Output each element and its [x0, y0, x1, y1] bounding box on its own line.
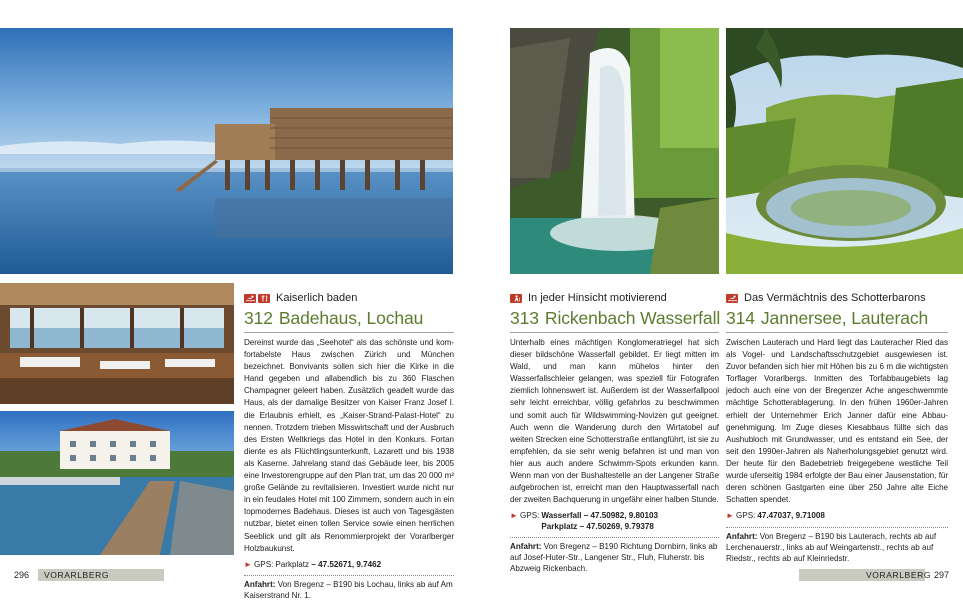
swimmer-icon [244, 294, 256, 303]
gps-label: GPS: [520, 511, 540, 521]
entry-number: 312 [244, 308, 273, 328]
gps-coords [757, 511, 825, 522]
photo-badehaus-pier [0, 411, 234, 555]
photo-badehaus-exterior [0, 28, 453, 274]
entry-body: Unterhalb eines mächtigen Konglomeratriegel hat sich dieser bildschöne Wasserfall gebildet. Er liegt mitten im Wald, und man kann mühelos hinter den Wasserfallschleier gelangen, was speziell für Fotografen ziemlich lohnenswert ist. Außerdem ist der Wasserfallpool sehr leicht erreichbar, völlig gefahrlos zu beschwimmen und somit auch für Wildswimming-Novizen gut geeignet. Auch wenn die Wanderung durch den Wirtatobel auf weiten Strecken eine Schotterstraße entlangführt, ist sie zu empfehlen, da sie sehr wenig befahren ist und man von hier aus auch andere Schwimm-Spots erkunden kann. Wenn man von der Bushaltestelle an der Langener Straße aufgebrochen ist, erreicht man den Hauptwasserfall nach der zweiten Bachquerung in ungefähr einer halben Stunde. [510, 338, 719, 505]
arrow-icon: ► [510, 511, 518, 521]
approach-text [726, 531, 948, 564]
gps-value: 47.52671, 9.7462 [318, 559, 382, 569]
entry-name: Jannersee, Lauterach [760, 308, 929, 328]
photo-badehaus-interior [0, 283, 234, 404]
arrow-icon: ► [244, 559, 252, 569]
gps-block [510, 511, 719, 532]
approach-route: Von Bregenz – B190 bis Lauterach, rechts ab auf Lerchenauerstr., links ab auf Weingartenstr., rechts ab auf Riedstr., rechts ab auf Kleinriedstr. [726, 531, 937, 563]
gps-line: Parkplatz – 47.52671, 9.7462 [275, 559, 382, 569]
title-rule [244, 332, 454, 333]
entry-title [244, 308, 454, 329]
title-rule [510, 332, 719, 333]
entry-kicker: In jeder Hinsicht motivierend [528, 292, 667, 304]
right-page-number: 297 [934, 570, 950, 580]
title-rule [726, 332, 948, 333]
approach-label: Anfahrt: [244, 580, 276, 590]
swimmer-icon [726, 294, 738, 303]
entry-name: Rickenbach Wasserfall [544, 308, 721, 328]
entry-icons [726, 294, 738, 303]
gps-coords [541, 511, 658, 532]
dotted-divider [510, 537, 719, 538]
dotted-divider [244, 575, 454, 576]
dotted-divider [726, 527, 948, 528]
entry-title [726, 308, 948, 329]
hiking-icon [510, 294, 522, 303]
gps-value: 47.50269, 9.79378 [586, 521, 654, 531]
restaurant-icon [258, 294, 270, 303]
gps-value: 47.47037, 9.71008 [757, 511, 825, 521]
entry-kicker: Das Vermächtnis des Schotterbarons [744, 292, 926, 304]
entry-title [510, 308, 719, 329]
approach-route: Von Bregenz – B190 Richtung Dornbirn, links ab auf Josef-Huter-Str., Langener Str., Fluh, Fluherstr. bis Abzweig Rickenbach. [510, 542, 718, 574]
entry-kicker: Kaiserlich baden [276, 292, 358, 304]
right-region-label: VORARLBERG [866, 570, 932, 580]
entry-312 [244, 292, 454, 601]
approach-label: Anfahrt: [510, 542, 542, 552]
gps-place: Parkplatz [275, 559, 310, 569]
gps-value: 47.50982, 9.80103 [590, 511, 659, 521]
gps-block [726, 511, 948, 522]
entry-body: Dereinst wurde das „Seehotel“ als das schönste und komfortabelste Haus zwischen Zürich und München bezeichnet. Bonvivants sollen sich hier die Kirke in die Hand gegeben und allabendlich bis zu 360 Flaschen Champagner geleert haben. Zusätzlich geadelt wurde das Haus, als der damalige Besitzer von Kaiser Franz Josef I. die Erlaubnis erhielt, es „Kaiser-Strand-Palast-Hotel“ zu nennen. Trotzdem trieben Misswirtschaft und der Ausbruch des Ersten Weltkriegs das Hotel in den Konkurs. Fortan diente es als Flüchtlingsunterkunft, Lazarett und bis 1938 als Kaserne. Jahrelang stand das Gebäude leer, bis 2005 eine Investorengruppe auf den Plan trat, um das 20 000 m² große Gelände zu revitalisieren. Investiert wurde nicht nur in ein feudales Hotel mit 100 Zimmern, sondern auch in ein topmodernes Badehaus. Dieses ist auch von Tagesgästen nutzbar, bietet einen tollen Service sowie einen herrlichen Seeblick und gilt als Renommierprojekt der Vorarlberger Holzbaukunst. [244, 338, 454, 553]
gps-place: Parkplatz [541, 521, 578, 531]
gps-block [244, 560, 454, 571]
approach-label: Anfahrt: [726, 531, 758, 541]
photo-rickenbach-waterfall [510, 28, 719, 274]
entry-name: Badehaus, Lochau [278, 308, 424, 328]
entry-number: 313 [510, 308, 539, 328]
gps-coords [275, 560, 381, 571]
left-page-number: 296 [14, 570, 30, 580]
gps-place: Wasserfall [541, 511, 582, 521]
entry-313 [510, 292, 719, 574]
arrow-icon: ► [726, 511, 734, 521]
photo-jannersee [726, 28, 963, 274]
left-region-label: VORARLBERG [44, 570, 110, 580]
gps-line: Parkplatz – 47.50269, 9.79378 [541, 521, 654, 531]
gps-label: GPS: [254, 559, 274, 569]
entry-number: 314 [726, 308, 755, 328]
entry-icons [244, 294, 270, 303]
approach-text [244, 579, 454, 601]
entry-314 [726, 292, 948, 564]
gps-line: Wasserfall – 47.50982, 9.80103 [541, 511, 659, 521]
gps-line [757, 511, 825, 522]
approach-route: Von Bregenz – B190 bis Lochau, links ab auf Am Kaiserstrand Nr. 1. [244, 580, 453, 601]
entry-body: Zwischen Lauterach und Hard liegt das Lauteracher Ried das als Vogel- und Landschaftsschutzgebiet ausgewiesen ist. Zuvor befanden sich hier mit Höhen bis zu 6 m die wichtigsten Torflager Vorarlbergs. Inmitten des Torfabbaugebiets lag jedoch auch eine von der Bregenzer Ache angeschwemmte mächtige Schotterablagerung. In den frühen 1960er-Jahren erhielt der Unternehmer Erich Janner dafür eine Abbaugenehmigung. Im Zuge dieses Kiesabbaus füllte sich das Aushubloch mit Grundwasser, und es entstand ein See, der seit den 1990er-Jahren als Naherholungsgebiet genutzt wird. Der heute für den Badebetrieb freigegebene westliche Teil wurde uferseitig 1984 erfolgte der Bau einer Jausenstation, für deren schönen Gastgarten eine über 250 Jahre alte Eiche Schatten spendet. [726, 338, 948, 505]
approach-text [510, 541, 719, 574]
gps-label: GPS: [736, 511, 756, 521]
entry-icons [510, 294, 522, 303]
